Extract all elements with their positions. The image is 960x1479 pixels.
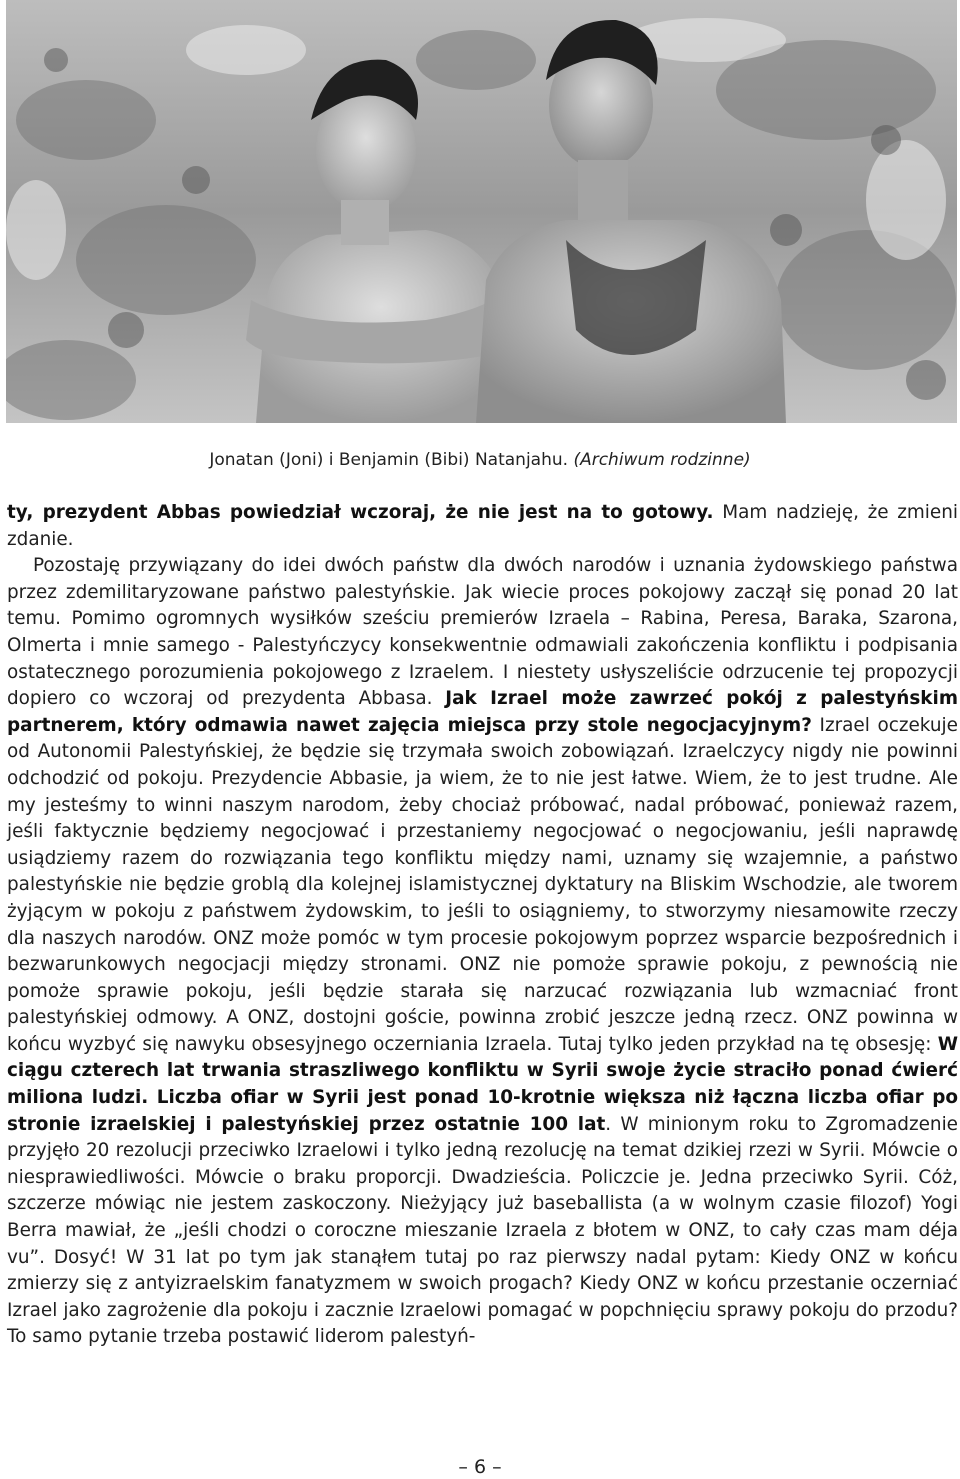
bold-phrase: ty, prezydent Abbas powiedział wczoraj, że nie jest na to gotowy. [7, 502, 714, 523]
paragraph-2 [7, 553, 958, 1351]
bold-phrase: Jak Izrael może zawrzeć pokój z palestyńskim partnerem, który odmawia nawet zajęcia miejsca przy stole negocjacyjnym? [7, 688, 959, 736]
page-number: – 6 – [458, 1456, 502, 1478]
caption-text: Jonatan (Joni) i Benjamin (Bibi) Natanjahu. [209, 450, 569, 470]
photo-caption [0, 450, 960, 470]
paragraph-text: . W minionym roku to Zgromadzenie przyjęło 20 rezolucji przeciwko Izraelowi i tylko jedną rezolucję na temat dzikiej rzezi w Syrii. Mówcie o niesprawiedliwości. Mówcie o braku proporcji. Dwadzieścia. Policzcie je. Jedna przeciwko Syrii. Cóż, szczerze mówiąc nie jestem zaskoczony. Nieżyjący już baseballista (a w wolnym czasie filozof) Yogi Berra mawiał, że „jeśli chodzi o coroczne mieszanie Izraela z błotem w ONZ, to cały czas mam déja vu”. Dosyć! W 31 lat po tym jak stanąłem tutaj po raz pierwszy nadal pytam: Kiedy ONZ w końcu zmierzy się z antyizraelskim fanatyzmem w swoich progach? Kiedy ONZ w końcu przestanie oczerniać Izrael jako zagrożenie dla pokoju i zacznie Izraelowi pomagać w popchnięciu sprawy pokoju do przodu? To samo pytanie trzeba postawić liderom palestyń- [7, 1113, 958, 1348]
paragraph-text: Izrael oczekuje od Autonomii Palestyńskiej, że będzie się trzymała swoich zobowiązań. Izraelczycy nigdy nie powinni odchodzić od pokoju. Prezydencie Abbasie, ja wiem, że to nie jest łatwe. Wiem, że to jest trudne. Ale my jesteśmy to winni naszym narodom, żeby chociaż próbować, nadal próbować, ponieważ razem, jeśli faktycznie będziemy negocjować i przestaniemy negocjować o negocjowaniu, jeśli naprawdę usiądziemy razem do rozwiązania tego konfliktu między nami, uznamy się wzajemnie, a państwo palestyńskie nie będzie groblą dla kolejnej islamistycznej dyktatury na Bliskim Wschodzie, ale tworem żyjącym w pokoju z państwem żydowskim, to jeśli to osiągniemy, to stworzymy niesamowite rzeczy dla naszych narodów. ONZ może pomóc w tym procesie pokojowym poprzez wsparcie bezpośrednich i bezwarunkowych negocjacji między stronami. ONZ nie pomoże sprawie pokoju, z pewnością nie pomoże sprawie pokoju, jeśli będzie starała się narzucać rozwiązania lub wzmacniać front palestyńskiej odmowy. A ONZ, dostojni goście, powinna zrobić jeszcze jedną rzecz. ONZ powinna w końcu wyzbyć się nawyku obsesyjnego oczerniania Izraela. Tutaj tylko jeden przykład na tę obsesję: [7, 714, 958, 1055]
paragraph-text: Mam nadzieję, że zmieni zdanie. [7, 502, 959, 550]
paragraph-text: Pozostaję przywiązany do idei dwóch państw dla dwóch narodów i uznania żydowskiego państwa przez zdemilitaryzowane państwo palestyńskie. Jak wiecie proces pokojowy zaczął się ponad 20 lat temu. Pomimo ogromnych wysiłków sześciu premierów Izraela – Rabina, Peresa, Baraka, Szarona, Olmerta i mnie samego - Palestyńczycy konsekwentnie odmawiali zakończenia konfliktu i podpisania ostatecznego porozumienia pokojowego z Izraelem. I niestety usłyszeliście odrzucenie tej propozycji dopiero co wczoraj od prezydenta Abbasa. [7, 555, 958, 710]
caption-credit: (Archiwum rodzinne) [573, 450, 751, 470]
paragraph-1 [7, 500, 958, 553]
photograph [6, 0, 957, 423]
article-body [7, 500, 958, 1351]
bold-phrase: W ciągu czterech lat trwania straszliwego konfliktu w Syrii swoje życie straciło ponad ćwierć miliona ludzi. Liczba ofiar w Syrii jest ponad 10-krotnie większa niż łączna liczba ofiar po stronie izraelskiej i palestyńskiej przez ostatnie 100 lat [7, 1033, 958, 1135]
photograph-icon [6, 0, 957, 423]
